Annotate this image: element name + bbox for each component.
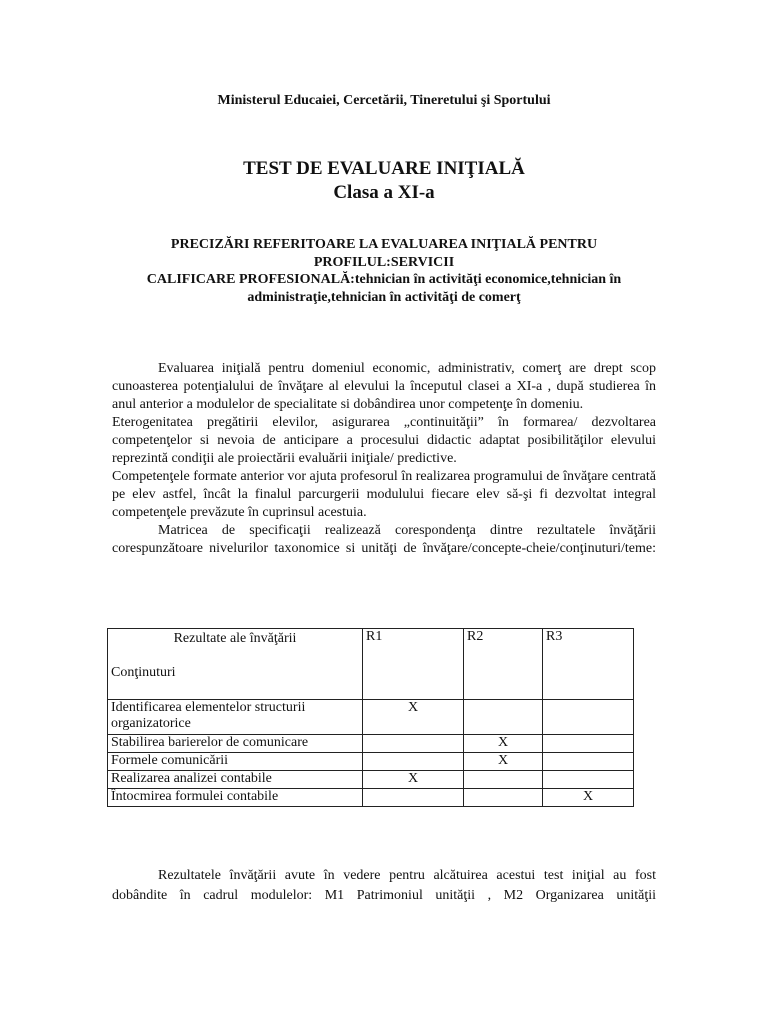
cell-r3	[543, 771, 634, 789]
table-row	[108, 735, 634, 753]
cell-r2	[464, 789, 543, 807]
cell-r1: X	[363, 700, 464, 735]
column-header-r3: R3	[543, 629, 634, 700]
row-label: Formele comunicării	[108, 753, 363, 771]
cell-r3	[543, 735, 634, 753]
cell-r2: X	[464, 735, 543, 753]
footer-text	[112, 866, 656, 906]
test-title-line2: Clasa a XI-a	[333, 182, 435, 203]
paragraph-2: Eterogenitatea pregătirii elevilor, asigurarea „continuităţii” în formarea/ dezvoltarea competenţelor si nevoia de anticipare a procesului didactic adaptat posibilităţilor elevului reprezintă condiţii ale proiectării evaluării iniţiale/ predictive.	[112, 415, 656, 466]
section-heading	[112, 236, 656, 306]
test-title	[0, 157, 768, 205]
cell-r2: X	[464, 753, 543, 771]
cell-r3: X	[543, 789, 634, 807]
cell-r1	[363, 753, 464, 771]
paragraph-4: Matricea de specificaţii realizează corespondenţa dintre rezultatele învăţării corespunzătoare nivelurilor taxonomice si unităţi de învăţare/concepte-cheie/conţinuturi/teme:	[112, 523, 656, 556]
cell-r1: X	[363, 771, 464, 789]
row-label: Identificarea elementelor structurii organizatorice	[108, 700, 363, 735]
header-corner-cell	[108, 629, 363, 700]
header-contents-label: Conţinuturi	[111, 665, 176, 680]
section-heading-line1: PRECIZĂRI REFERITOARE LA EVALUAREA INIŢIALĂ PENTRU PROFILUL:SERVICII	[170, 237, 598, 270]
specification-matrix	[107, 628, 634, 807]
table-row	[108, 789, 634, 807]
table-row	[108, 753, 634, 771]
footer-paragraph: Rezultatele învăţării avute în vedere pentru alcătuirea acestui test iniţial au fost dobândite în cadrul modulelor: M1 Patrimoniul unităţii , M2 Organizarea unităţii	[112, 868, 656, 903]
cell-r3	[543, 700, 634, 735]
paragraph-1: Evaluarea iniţială pentru domeniul economic, administrativ, comerţ are drept scop cunoasterea potenţialului de învăţare al elevului la începutul clasei a XI-a , după studierea în anul anterior a modulelor de specialitate si dobândirea unor competenţe în domeniu.	[112, 361, 656, 412]
table-row	[108, 771, 634, 789]
cell-r2	[464, 700, 543, 735]
column-header-r1: R1	[363, 629, 464, 700]
row-label: Întocmirea formulei contabile	[108, 789, 363, 807]
cell-r1	[363, 789, 464, 807]
cell-r1	[363, 735, 464, 753]
row-label: Stabilirea barierelor de comunicare	[108, 735, 363, 753]
ministry-header: Ministerul Educaiei, Cercetării, Tineretului şi Sportului	[217, 93, 551, 108]
section-heading-line2: CALIFICARE PROFESIONALĂ:tehnician în activităţi economice,tehnician în administraţie,tehnician în activităţi de comerţ	[146, 272, 622, 305]
body-text	[112, 360, 656, 558]
test-title-line1: TEST DE EVALUARE INIŢIALĂ	[243, 158, 525, 179]
cell-r3	[543, 753, 634, 771]
table-header-row	[108, 629, 634, 700]
paragraph-3: Competenţele formate anterior vor ajuta profesorul în realizarea programului de învăţare centrată pe elev astfel, încât la finalul parcurgerii modulului fiecare elev să-şi fi dezvoltat integral competenţele prevăzute în cuprinsul acestuia.	[112, 469, 656, 520]
column-header-r2: R2	[464, 629, 543, 700]
cell-r2	[464, 771, 543, 789]
row-label: Realizarea analizei contabile	[108, 771, 363, 789]
header-results-label: Rezultate ale învăţării	[173, 631, 297, 646]
table-row	[108, 700, 634, 735]
